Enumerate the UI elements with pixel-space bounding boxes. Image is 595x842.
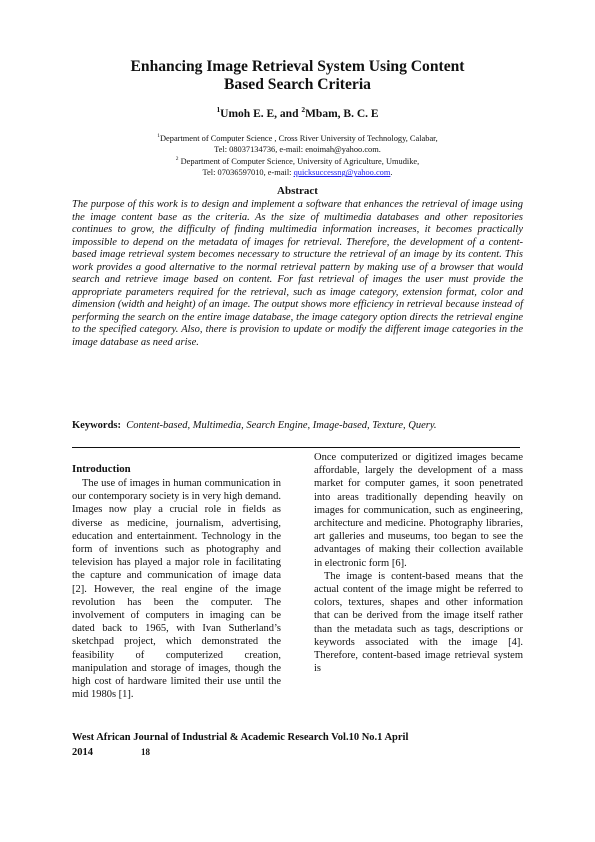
introduction-heading: Introduction xyxy=(72,463,131,475)
abstract-heading: Abstract xyxy=(277,185,318,197)
affiliation1-superscript: 1 xyxy=(157,133,160,140)
affiliation2-text: Department of Computer Science, University of Agriculture, Umudike, xyxy=(178,156,420,166)
keywords-line xyxy=(72,420,592,431)
intro-paragraph-1: The use of images in human communication in our contemporary society is in very high demand. Images now play a crucial role in fields as diverse as medicine, journalism, advertising, education and entertainment. Technology in the form of inventions such as photography and television has played a major role in facilitating the capture and communication of image data [2]. However, the real engine of the image revolution has been the computer. The involvement of computers in imaging can be dated back to 1965, with Ivan Sutherland’s sketchpad project, which demonstrated the feasibility of computerized creation, manipulation and storage of images, though the high cost of hardware limited their use until the mid 1980s [1]. xyxy=(72,478,281,701)
section-divider xyxy=(72,447,520,448)
page-number: 18 xyxy=(141,747,150,757)
author1-name: Umoh E. E, and xyxy=(220,108,302,120)
right-column xyxy=(314,451,523,675)
footer-year: 2014 xyxy=(72,747,93,758)
title-line-2: Based Search Criteria xyxy=(224,76,371,93)
paper-title xyxy=(72,58,523,94)
affiliation-line-3 xyxy=(72,156,523,167)
affiliation-line-2: Tel: 08037134736, e-mail: enoimah@yahoo.com. xyxy=(214,145,381,155)
affiliation-suffix: . xyxy=(390,168,393,178)
affiliation-line-1 xyxy=(72,133,523,144)
author2-name: Mbam, B. C. E xyxy=(305,108,379,120)
author-list xyxy=(72,105,523,120)
affiliation1-text: Department of Computer Science , Cross River University of Technology, Calabar, xyxy=(160,134,438,143)
affiliation-line-4 xyxy=(72,167,523,178)
author1-superscript: 1 xyxy=(216,105,221,115)
abstract-text: The purpose of this work is to design and implement a software that enhances the retrieval of image using the image content base as the criteria. As the size of multimedia databases and other repositories continues to grow, the difficulty of finding multimedia information increases, it becomes practically impossible to depend on the metadata of images for retrieval. Therefore, the development of a content-based image retrieval system becomes necessary to structure the retrieval of an image by its content. This work provides a good alternative to the normal retrieval pattern by making use of a browser that would search and retrieve image based on content. For fast retrieval of images the user must provide the appropriate parameters required for the retrieval, such as image category, extension format, color and dimension (width and height) of an image. The output shows more efficiency in retrieval because instead of performing the search on the entire image database, the image category option directs the retrieval engine to the specified category. Also, there is provision to update or modify the different image categories in the image database as need arise. xyxy=(72,199,523,349)
keywords-text: Content-based, Multimedia, Search Engine, Image-based, Texture, Query. xyxy=(126,420,437,431)
page-footer xyxy=(72,731,532,760)
intro-paragraph-3: The image is content-based means that the actual content of the image might be referred to colors, textures, shapes and other information that can be derived from the image itself rather than the metadata such as tags, descriptions or keywords associated with the image [4]. Therefore, content-based image retrieval system is xyxy=(314,570,523,675)
email-link[interactable]: quicksuccessng@yahoo.com xyxy=(293,168,391,178)
title-line-1: Enhancing Image Retrieval System Using Content xyxy=(130,58,465,75)
intro-paragraph-2: Once computerized or digitized images became affordable, largely the development of a mass market for computer games, it soon penetrated into areas traditionally depending heavily on images for communication, such as engineering, architecture and medicine. Photography libraries, art galleries and museums, too began to see the advantages of making their collection available in electronic form [6]. xyxy=(314,452,523,569)
keywords-label: Keywords: xyxy=(72,420,121,431)
left-column xyxy=(72,477,281,701)
affiliation2-superscript: 2 xyxy=(175,156,179,163)
author2-superscript: 2 xyxy=(301,105,306,115)
footer-journal: West African Journal of Industrial & Academic Research Vol.10 No.1 April xyxy=(72,732,409,743)
affiliation-phone: Tel: 07036597010, e-mail: xyxy=(202,168,294,178)
footer-second-line xyxy=(72,745,532,760)
affiliations xyxy=(72,133,523,179)
